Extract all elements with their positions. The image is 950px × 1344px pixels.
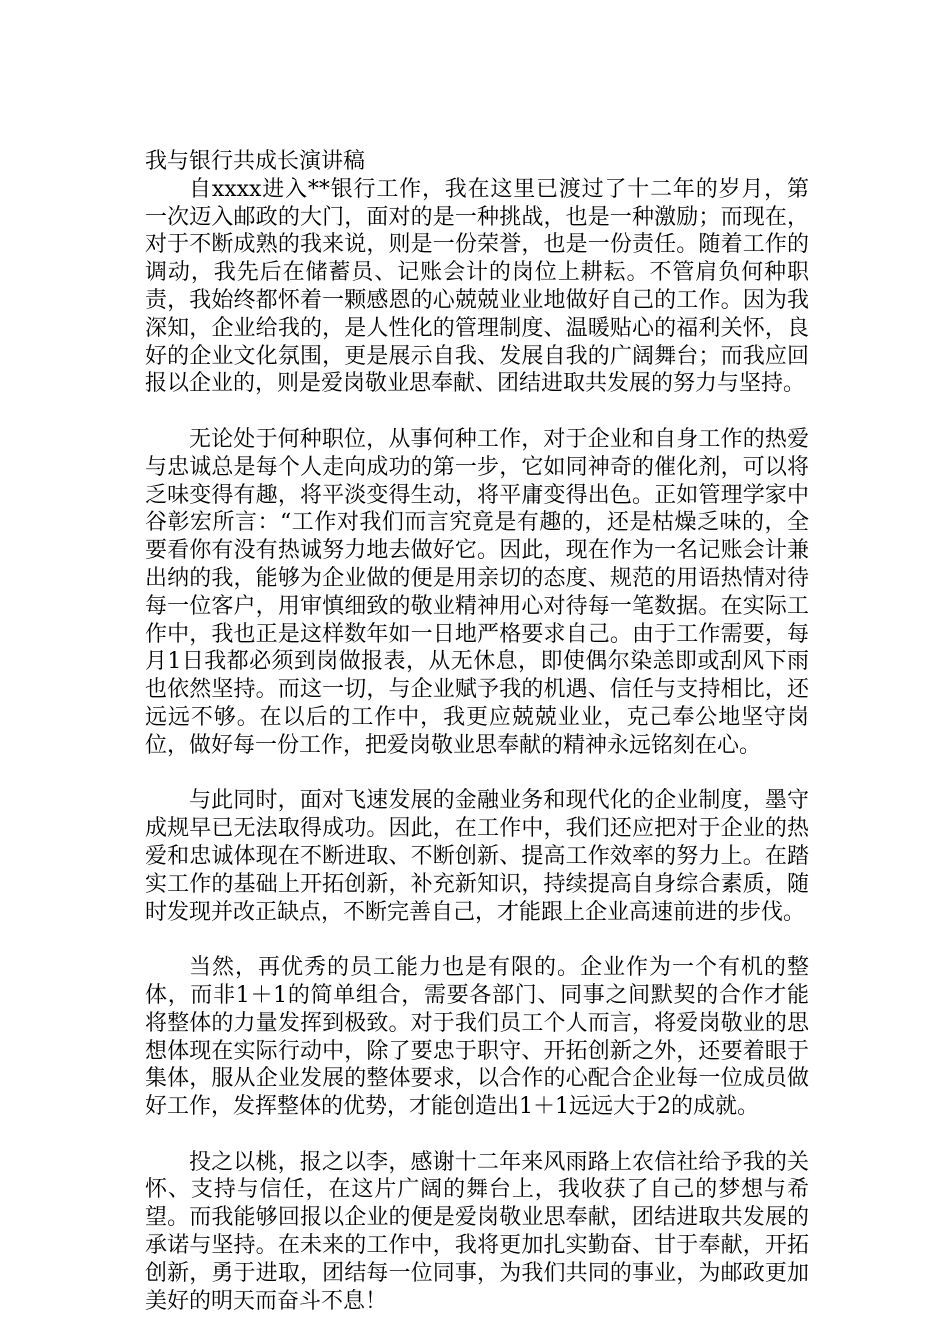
paragraph-5: 投之以桃，报之以李，感谢十二年来风雨路上农信社给予我的关怀、支持与信任，在这片广阔的舞台上，我收获了自己的梦想与希望。而我能够回报以企业的便是爱岗敬业思奉献，团结进取共发展的承诺与坚持。在未来的工作中，我将更加扎实勤奋、甘于奉献，开拓创新，勇于进取，团结每一位同事，为我们共同的事业，为邮政更加美好的明天而奋斗不息！ (145, 1149, 809, 1314)
paragraph-4: 当然，再优秀的员工能力也是有限的。企业作为一个有机的整体，而非1＋1的简单组合，需要各部门、同事之间默契的合作才能将整体的力量发挥到极致。对于我们员工个人而言，将爱岗敬业的思想体现在实际行动中，除了要忠于职守、开拓创新之外，还要着眼于集体，服从企业发展的整体要求，以合作的心配合企业每一位成员做好工作，发挥整体的优势，才能创造出1＋1远远大于2的成就。 (145, 955, 809, 1120)
document-page (145, 148, 809, 1315)
document-title: 我与银行共成长演讲稿 (145, 149, 366, 174)
paragraph-1: 自xxxx进入**银行工作，我在这里已渡过了十二年的岁月，第一次迈入邮政的大门，面对的是一种挑战，也是一种激励；而现在，对于不断成熟的我来说，则是一份荣誉，也是一份责任。随着工作的调动，我先后在储蓄员、记账会计的岗位上耕耘。不管肩负何种职责，我始终都怀着一颗感恩的心兢兢业业地做好自己的工作。因为我深知，企业给我的，是人性化的管理制度、温暖贴心的福利关怀，良好的企业文化氛围，更是展示自我、发展自我的广阔舞台；而我应回报以企业的，则是爱岗敬业思奉献、团结进取共发展的努力与坚持。 (145, 176, 809, 397)
paragraph-3: 与此同时，面对飞速发展的金融业务和现代化的企业制度，墨守成规早已无法取得成功。因此，在工作中，我们还应把对于企业的热爱和忠诚体现在不断进取、不断创新、提高工作效率的努力上。在踏实工作的基础上开拓创新，补充新知识，持续提高自身综合素质，随时发现并改正缺点，不断完善自己，才能跟上企业高速前进的步伐。 (145, 788, 809, 925)
paragraph-2: 无论处于何种职位，从事何种工作，对于企业和自身工作的热爱与忠诚总是每个人走向成功的第一步，它如同神奇的催化剂，可以将乏味变得有趣，将平淡变得生动，将平庸变得出色。正如管理学家中谷彰宏所言：“工作对我们而言究竟是有趣的，还是枯燥乏味的，全要看你有没有热诚努力地去做好它。因此，现在作为一名记账会计兼出纳的我，能够为企业做的便是用亲切的态度、规范的用语热情对待每一位客户，用审慎细致的敬业精神用心对待每一笔数据。在实际工作中，我也正是这样数年如一日地严格要求自己。由于工作需要，每月1日我都必须到岗做报表，从无休息，即使偶尔染恙即或刮风下雨也依然坚持。而这一切，与企业赋予我的机遇、信任与支持相比，还远远不够。在以后的工作中，我更应兢兢业业，克己奉公地坚守岗位，做好每一份工作，把爱岗敬业思奉献的精神永远铭刻在心。 (145, 426, 809, 758)
